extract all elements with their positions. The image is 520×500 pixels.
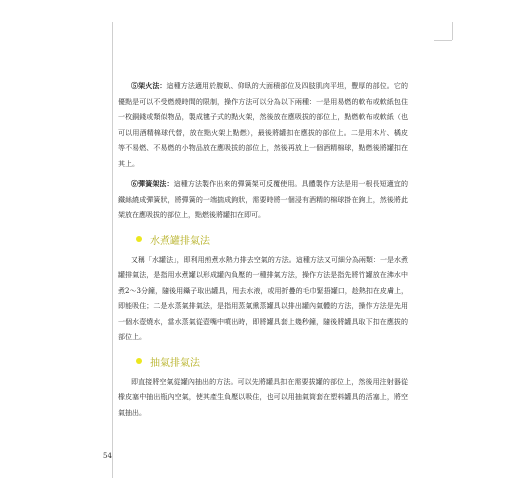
section-title: 水煮罐排氣法 [150,235,210,247]
term-fire-method: ⑤架火法： [131,81,167,90]
section-heading-suction [136,354,408,369]
bullet-dot-icon [136,236,142,242]
fire-method-text: 這種方法適用於腹臥、仰臥的大面積部位及四肢肌肉平坦，豐厚的部位。它的優點是可以不受燃燒時間的限制，操作方法可以分為以下兩種：一是用易燃的軟布或軟紙包住一枚銅錢或類似物品，製成毽子式的點火架，然後放在應吸拔的部位上，點燃軟布或軟紙（也可以用酒精棉球代替，放在點火架上點燃），最後將罐扣在應拔的部位上。二是用木片、橘皮等不易燃、不易燃的小物品放在應吸拔的部位上，然後再放上一個酒精棉球，點燃後將罐扣在其上。 [118,82,409,168]
body-text [118,78,408,421]
paragraph-water-method: 又稱「水罐法」，即利用煎煮水熱力排去空氣的方法。這種方法又可細分為兩類：一是水煮罐排氣法，是指用水煮罐以形成罐內負壓的一種排氣方法，操作方法是指先將竹罐放在沸水中煮2～3分鐘，隨後用鑷子取出罐具，甩去水液，或用折疊的毛巾緊捂罐口，趁熱扣在皮膚上，即能吸住；二是水蒸氣排氣法，是指用蒸氣熏蒸罐具以排出罐內氣體的方法，操作方法是先用一個水壺燒水，當水蒸氣從壺嘴中噴出時，即將罐具套上幾秒鐘，隨後將罐具取下扣在應拔的部位上。 [118,255,408,341]
page-number: 54 [103,452,112,460]
paragraph-suction-method: 即直接將空氣從罐內抽出的方法。可以先將罐具扣在需要拔罐的部位上，然後用注射器從橡皮塞中抽出瓶內空氣，使其產生負壓以吸住，也可以用抽氣筒套在塑料罐具的活塞上，將空氣抽出。 [118,377,408,417]
bullet-dot-icon [136,358,142,364]
spring-method-text: 這種方法製作出來的彈簧架可反覆使用。具體製作方法是用一根長短適宜的鐵絲繞成彈簧狀，將彈簧的一端揣成鉤狀，需要時將一個浸有酒精的棉球掛在鉤上，然後將此架放在應吸拔的部位上，點燃後將罐扣在即可。 [118,180,409,219]
section-title: 抽氣排氣法 [150,357,200,369]
corner-mark [434,40,452,41]
corner-mark [452,22,453,40]
term-spring-method: ⑥彈簧架法： [131,179,174,188]
margin-rule [112,22,113,478]
section-heading-water [136,232,408,247]
paragraph-fire-method [118,78,408,172]
paragraph-spring-method [118,176,408,224]
